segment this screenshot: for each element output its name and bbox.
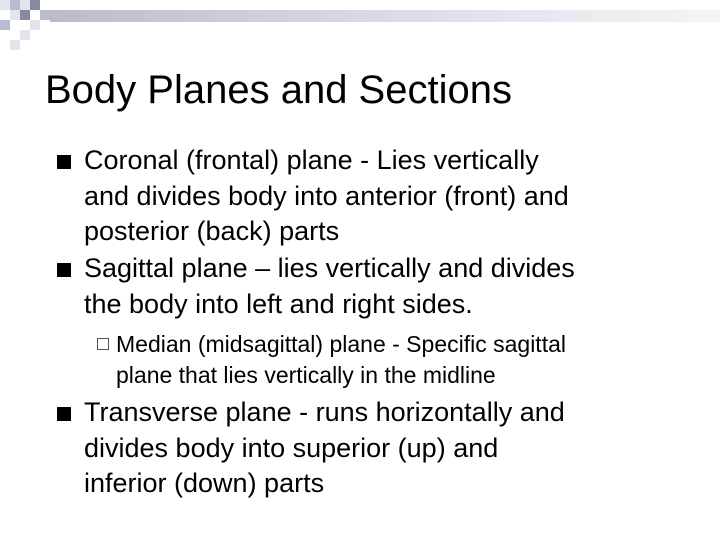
bullet-line: inferior (down) parts: [84, 468, 325, 498]
square-bullet-icon: [57, 155, 71, 169]
bullet-line: and divides body into anterior (front) and: [84, 180, 569, 211]
bullet-line: divides body into superior (up) and: [84, 432, 499, 463]
bullet-line: the body into left and right sides.: [84, 288, 473, 319]
square-bullet-icon: [57, 407, 71, 421]
bullet-line: Sagittal plane – lies vertically and divides: [84, 253, 575, 283]
bullet-line: posterior (back) parts: [84, 216, 340, 246]
bullet-sagittal: [84, 251, 575, 322]
hollow-square-bullet-icon: [97, 338, 109, 350]
sub-bullet-median: [116, 329, 566, 391]
slide-title: Body Planes and Sections: [45, 68, 512, 112]
bullet-transverse: [84, 395, 565, 502]
bullet-line: Median (midsagittal) plane - Specific sagittal: [116, 331, 566, 357]
bullet-coronal: [84, 143, 569, 250]
bullet-line: plane that lies vertically in the midline: [116, 362, 496, 388]
bullet-line: Transverse plane - runs horizontally and: [84, 397, 565, 427]
bullet-line: Coronal (frontal) plane - Lies vertically: [84, 145, 539, 175]
square-bullet-icon: [57, 263, 71, 277]
